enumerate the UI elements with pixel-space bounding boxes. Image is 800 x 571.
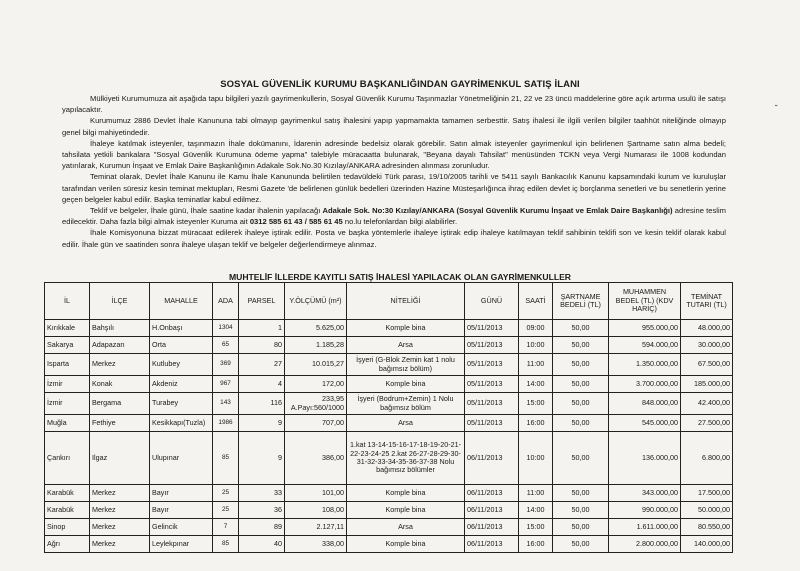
cell-sartname: 50,00 <box>553 432 609 485</box>
cell-gunu: 05/11/2013 <box>465 376 519 393</box>
property-table <box>44 282 733 553</box>
cell-parsel: 33 <box>239 485 285 502</box>
cell-saati: 09:00 <box>519 320 553 337</box>
cell-saati: 14:00 <box>519 502 553 519</box>
cell-gunu: 06/11/2013 <box>465 536 519 553</box>
cell-mahalle: Kesikkapı(Tuzla) <box>150 415 213 432</box>
cell-muhammen: 545.000,00 <box>609 415 681 432</box>
cell-ada: 85 <box>213 432 239 485</box>
cell-ilce: Merkez <box>90 485 150 502</box>
cell-gunu: 05/11/2013 <box>465 393 519 415</box>
header-olcum: Y.ÖLÇÜMÜ (m²) <box>285 283 347 320</box>
cell-olcum: 707,00 <box>285 415 347 432</box>
cell-saati: 15:00 <box>519 393 553 415</box>
cell-ilce: Bahşılı <box>90 320 150 337</box>
table-row <box>45 536 733 553</box>
cell-mahalle: Akdeniz <box>150 376 213 393</box>
cell-muhammen: 594.000,00 <box>609 337 681 354</box>
cell-parsel: 36 <box>239 502 285 519</box>
cell-muhammen: 990.000,00 <box>609 502 681 519</box>
cell-saati: 16:00 <box>519 415 553 432</box>
cell-muhammen: 955.000,00 <box>609 320 681 337</box>
header-ada: ADA <box>213 283 239 320</box>
cell-teminat: 17.500,00 <box>681 485 733 502</box>
cell-olcum: 108,00 <box>285 502 347 519</box>
cell-teminat: 27.500,00 <box>681 415 733 432</box>
cell-gunu: 05/11/2013 <box>465 354 519 376</box>
cell-nitelik: Komple bina <box>347 320 465 337</box>
cell-il: Sinop <box>45 519 90 536</box>
table-row <box>45 432 733 485</box>
cell-ilce: Bergama <box>90 393 150 415</box>
cell-mahalle: H.Onbaşı <box>150 320 213 337</box>
cell-olcum: 172,00 <box>285 376 347 393</box>
cell-mahalle: Bayır <box>150 502 213 519</box>
cell-olcum: 5.625,00 <box>285 320 347 337</box>
cell-muhammen: 1.611.000,00 <box>609 519 681 536</box>
cell-saati: 16:00 <box>519 536 553 553</box>
cell-parsel: 9 <box>239 415 285 432</box>
p5-phone: 0312 585 61 43 / 585 61 45 <box>249 217 343 227</box>
cell-gunu: 05/11/2013 <box>465 320 519 337</box>
table-row <box>45 415 733 432</box>
cell-ilce: Fethiye <box>90 415 150 432</box>
cell-olcum: 10.015,27 <box>285 354 347 376</box>
cell-muhammen: 136.000,00 <box>609 432 681 485</box>
table-row <box>45 320 733 337</box>
cell-mahalle: Kutlubey <box>150 354 213 376</box>
cell-saati: 11:00 <box>519 354 553 376</box>
cell-olcum: 101,00 <box>285 485 347 502</box>
cell-ilce: Konak <box>90 376 150 393</box>
cell-nitelik: İşyeri (Bodrum+Zemin) 1 Nolu bağımsız bölüm <box>347 393 465 415</box>
cell-teminat: 185.000,00 <box>681 376 733 393</box>
cell-gunu: 06/11/2013 <box>465 502 519 519</box>
cell-saati: 14:00 <box>519 376 553 393</box>
cell-sartname: 50,00 <box>553 536 609 553</box>
cell-il: Karabük <box>45 502 90 519</box>
table-row <box>45 485 733 502</box>
cell-nitelik: Komple bina <box>347 536 465 553</box>
cell-sartname: 50,00 <box>553 415 609 432</box>
cell-ada: 25 <box>213 502 239 519</box>
cell-mahalle: Gelincik <box>150 519 213 536</box>
table-title: MUHTELİF İLLERDE KAYITLI SATIŞ İHALESİ YAPILACAK OLAN GAYRİMENKULLER <box>228 272 572 282</box>
p5-text-a: Teklif ve belgeler, İhale günü, İhale saatine kadar ihalenin yapılacağı <box>90 206 323 216</box>
p5-address: Adakale Sok. No:30 Kızılay/ANKARA (Sosyal Güvenlik Kurumu İnşaat ve Emlak Daire Başkanlığı) <box>322 206 673 216</box>
cell-teminat: 42.400,00 <box>681 393 733 415</box>
cell-parsel: 4 <box>239 376 285 393</box>
table-row <box>45 393 733 415</box>
cell-ilce: Merkez <box>90 519 150 536</box>
header-teminat: TEMİNAT TUTARI (TL) <box>681 283 733 320</box>
cell-saati: 10:00 <box>519 432 553 485</box>
cell-il: Muğla <box>45 415 90 432</box>
notice-body <box>62 93 726 250</box>
cell-ada: 143 <box>213 393 239 415</box>
cell-parsel: 116 <box>239 393 285 415</box>
header-sartname: ŞARTNAME BEDELİ (TL) <box>553 283 609 320</box>
cell-nitelik: Arsa <box>347 415 465 432</box>
cell-muhammen: 1.350.000,00 <box>609 354 681 376</box>
cell-saati: 10:00 <box>519 337 553 354</box>
header-il: İL <box>45 283 90 320</box>
cell-nitelik: Komple bina <box>347 502 465 519</box>
cell-ada: 369 <box>213 354 239 376</box>
cell-teminat: 67.500,00 <box>681 354 733 376</box>
table-row <box>45 337 733 354</box>
cell-nitelik: 1.kat 13-14-15-16-17-18-19-20-21-22-23-24-25 2.kat 26-27-28-29-30-31-32-33-34-35-36-37-38 Nolu bağımsız bölümler <box>347 432 465 485</box>
cell-ada: 1304 <box>213 320 239 337</box>
cell-sartname: 50,00 <box>553 485 609 502</box>
cell-nitelik: Komple bina <box>347 485 465 502</box>
paragraph-5 <box>62 205 726 227</box>
cell-ada: 25 <box>213 485 239 502</box>
cell-olcum: 2.127,11 <box>285 519 347 536</box>
p5-text-c: adresine teslim edilecektir. Daha fazla bilgi almak isteyenler Kuruma ait <box>62 206 726 227</box>
cell-il: Ağrı <box>45 536 90 553</box>
cell-gunu: 06/11/2013 <box>465 485 519 502</box>
cell-parsel: 1 <box>239 320 285 337</box>
cell-mahalle: Orta <box>150 337 213 354</box>
cell-sartname: 50,00 <box>553 502 609 519</box>
table-body <box>45 320 733 553</box>
cell-ada: 7 <box>213 519 239 536</box>
header-gunu: GÜNÜ <box>465 283 519 320</box>
paragraph-3: İhaleye katılmak isteyenler, taşınmazın İhale dokümanını, İdarenin adresinde bedelsiz olarak görebilir. Satın almak isteyenler gayrimenkul için belirlenen Şartname satın alma bedeli; tahsilata yetkili bankalara "Sosyal Güvenlik Kurumuna ödeme yapma" talebiyle müracaatta bulunarak, "Beyana dayalı Tahsilat" menüsünden TCKN veya Vergi Numarası ile 1008 kodundan yatırılarak, Kurumun İnşaat ve Emlak Daire Başkanlığının Adakale Sok.No.30 Kızılay/ANKARA adresinden alınması zorunludur. <box>62 138 726 171</box>
header-saati: SAATİ <box>519 283 553 320</box>
cell-gunu: 05/11/2013 <box>465 415 519 432</box>
notice-title: SOSYAL GÜVENLİK KURUMU BAŞKANLIĞINDAN GAYRİMENKUL SATIŞ İLANI <box>220 79 580 90</box>
cell-muhammen: 343.000,00 <box>609 485 681 502</box>
paragraph-2: Kurumumuz 2886 Devlet İhale Kanununa tabi olmayıp gayrimenkul satış ihalesini yapıp yapmamakta tamamen serbesttir. Satış ihalesi ile ilgili verilen bilgiler taahhüt niteliğinde olmayıp genel bilgi mahiyetindedir. <box>62 116 726 137</box>
cell-ada: 967 <box>213 376 239 393</box>
cell-ilce: Adapazarı <box>90 337 150 354</box>
cell-teminat: 50.000,00 <box>681 502 733 519</box>
header-muhammen: MUHAMMEN BEDEL (TL) (KDV HARİÇ) <box>609 283 681 320</box>
cell-muhammen: 2.800.000,00 <box>609 536 681 553</box>
table-row <box>45 519 733 536</box>
cell-parsel: 89 <box>239 519 285 536</box>
paragraph-6: İhale Komisyonuna bizzat müracaat edilerek ihaleye iştirak edilir. Posta ve başka yöntemlerle ihaleye iştirak edip ihaleye katılmayan teklif sahibinin teklifi son ve kesin teklif olarak kabul edilir. İhale gün ve saatinden sonra ihaleye ulaşan teklif ve belgeler değerlendirmeye alınmaz. <box>62 228 726 249</box>
paragraph-1: Mülkiyeti Kurumumuza ait aşağıda tapu bilgileri yazılı gayrimenkullerin, Sosyal Güvenlik Kurumu Taşınmazlar Yönetmeliğinin 21, 22 ve 23 üncü maddelerine göre açık artırma usulü ile satışı yapılacaktır. <box>62 94 726 115</box>
table-header-row <box>45 283 733 320</box>
cell-parsel: 40 <box>239 536 285 553</box>
cell-gunu: 05/11/2013 <box>465 337 519 354</box>
table-row <box>45 502 733 519</box>
cell-sartname: 50,00 <box>553 320 609 337</box>
cell-saati: 11:00 <box>519 485 553 502</box>
cell-olcum: 338,00 <box>285 536 347 553</box>
cell-ilce: Merkez <box>90 354 150 376</box>
cell-il: Sakarya <box>45 337 90 354</box>
cell-olcum: 386,00 <box>285 432 347 485</box>
cell-sartname: 50,00 <box>553 354 609 376</box>
cell-nitelik: Komple bina <box>347 376 465 393</box>
cell-nitelik: Arsa <box>347 519 465 536</box>
p5-text-e: no.lu telefonlardan bilgi alabilirler. <box>342 217 458 227</box>
cell-mahalle: Turabey <box>150 393 213 415</box>
cell-sartname: 50,00 <box>553 519 609 536</box>
cell-teminat: 30.000,00 <box>681 337 733 354</box>
cell-il: İzmir <box>45 393 90 415</box>
cell-il: Kırıkkale <box>45 320 90 337</box>
cell-nitelik: İşyeri (G-Blok Zemin kat 1 nolu bağımsız bölüm) <box>347 354 465 376</box>
cell-ada: 65 <box>213 337 239 354</box>
margin-mark: ˘ <box>775 104 778 113</box>
header-parsel: PARSEL <box>239 283 285 320</box>
table-row <box>45 376 733 393</box>
cell-muhammen: 3.700.000,00 <box>609 376 681 393</box>
cell-ada: 85 <box>213 536 239 553</box>
cell-olcum: 1.185,28 <box>285 337 347 354</box>
cell-il: Çankırı <box>45 432 90 485</box>
cell-sartname: 50,00 <box>553 376 609 393</box>
paragraph-4: Teminat olarak, Devlet İhale Kanunu ile Kamu İhale Kanununda belirtilen tedavüldeki Türk parası, 19/10/2005 tarihli ve 5411 sayılı Bankacılık Kanunu kapsamındaki kurum ve kuruluşlar tarafından verilen süresiz kesin teminat mektupları, Resmi Gazete 'de belirlenen günlük bedelleri üzerinden Hazine Müsteşarlığınca ihraç edilen devlet iç borçlanma senetleri ve bu senetlerin yerine geçen belgeler kabul edilir. Başka teminatlar kabul edilmez. <box>62 172 726 204</box>
cell-muhammen: 848.000,00 <box>609 393 681 415</box>
cell-saati: 15:00 <box>519 519 553 536</box>
cell-sartname: 50,00 <box>553 393 609 415</box>
cell-parsel: 80 <box>239 337 285 354</box>
cell-gunu: 06/11/2013 <box>465 519 519 536</box>
cell-il: İzmir <box>45 376 90 393</box>
table-row <box>45 354 733 376</box>
cell-teminat: 80.550,00 <box>681 519 733 536</box>
cell-ilce: Merkez <box>90 502 150 519</box>
cell-sartname: 50,00 <box>553 337 609 354</box>
cell-il: Karabük <box>45 485 90 502</box>
cell-mahalle: Leylekpınar <box>150 536 213 553</box>
header-mahalle: MAHALLE <box>150 283 213 320</box>
cell-nitelik: Arsa <box>347 337 465 354</box>
cell-teminat: 48.000,00 <box>681 320 733 337</box>
cell-il: Isparta <box>45 354 90 376</box>
cell-ilce: Merkez <box>90 536 150 553</box>
cell-teminat: 6.800,00 <box>681 432 733 485</box>
cell-gunu: 06/11/2013 <box>465 432 519 485</box>
cell-mahalle: Ulupınar <box>150 432 213 485</box>
cell-ada: 1986 <box>213 415 239 432</box>
cell-parsel: 9 <box>239 432 285 485</box>
cell-teminat: 140.000,00 <box>681 536 733 553</box>
cell-parsel: 27 <box>239 354 285 376</box>
cell-ilce: Ilgaz <box>90 432 150 485</box>
cell-olcum: 233,95 A.Payı:560/1000 <box>285 393 347 415</box>
header-ilce: İLÇE <box>90 283 150 320</box>
header-nitelik: NİTELİĞİ <box>347 283 465 320</box>
cell-mahalle: Bayır <box>150 485 213 502</box>
